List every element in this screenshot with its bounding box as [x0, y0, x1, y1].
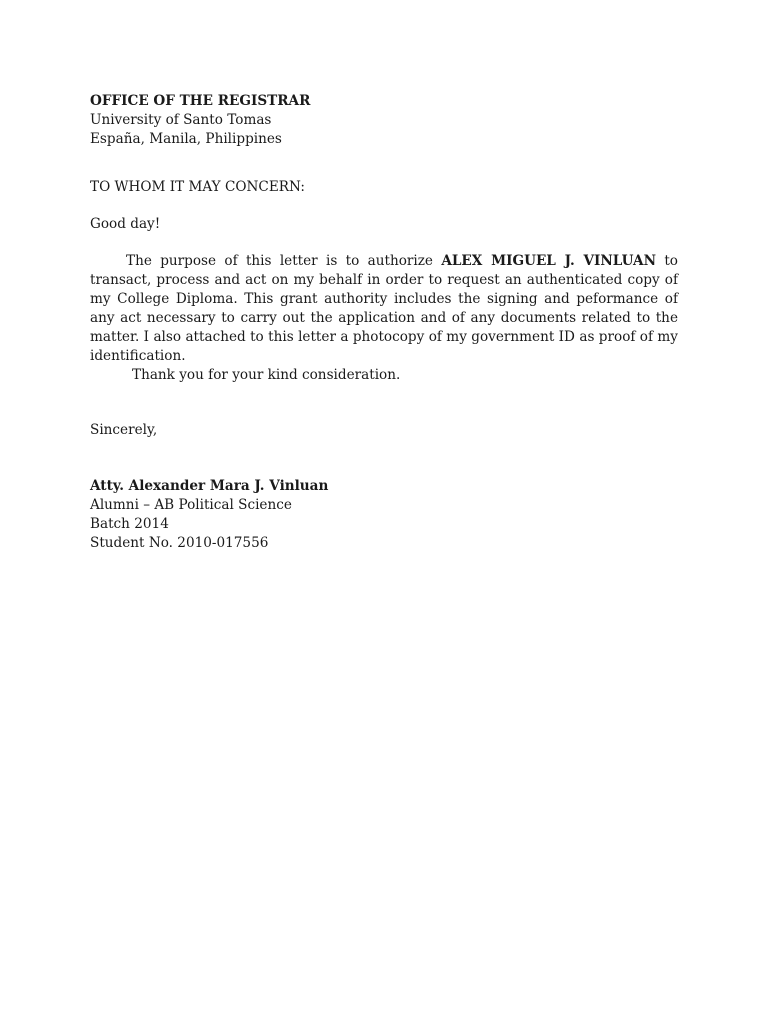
letter-page [90, 92, 678, 553]
authorized-person-name: ALEX MIGUEL J. VINLUAN [441, 253, 657, 269]
body-lead: The purpose of this letter is to authorize [126, 253, 442, 269]
body-paragraph [90, 252, 678, 366]
salutation: TO WHOM IT MAY CONCERN: [90, 179, 305, 195]
signatory-batch: Batch 2014 [90, 516, 169, 532]
body-rest: to transact, process and act on my behalf in order to request an authenticated copy of my College Diploma. This grant authority includes the signing and peformance of any act necessary to carry out the application and of any documents related to the matter. I also attached to this letter a photocopy of my government ID as proof of my identification. [90, 253, 678, 364]
recipient-block [90, 92, 678, 149]
body-paragraph-container [90, 252, 678, 366]
greeting: Good day! [90, 216, 161, 232]
recipient-address: España, Manila, Philippines [90, 131, 282, 147]
signatory-name: Atty. Alexander Mara J. Vinluan [90, 478, 329, 494]
closing: Sincerely, [90, 422, 158, 438]
signature-block [90, 477, 678, 553]
recipient-institution: University of Santo Tomas [90, 112, 272, 128]
recipient-office: OFFICE OF THE REGISTRAR [90, 93, 311, 109]
thanks-paragraph: Thank you for your kind consideration. [132, 367, 401, 383]
signatory-student-no: Student No. 2010-017556 [90, 535, 269, 551]
signatory-program: Alumni – AB Political Science [90, 497, 292, 513]
